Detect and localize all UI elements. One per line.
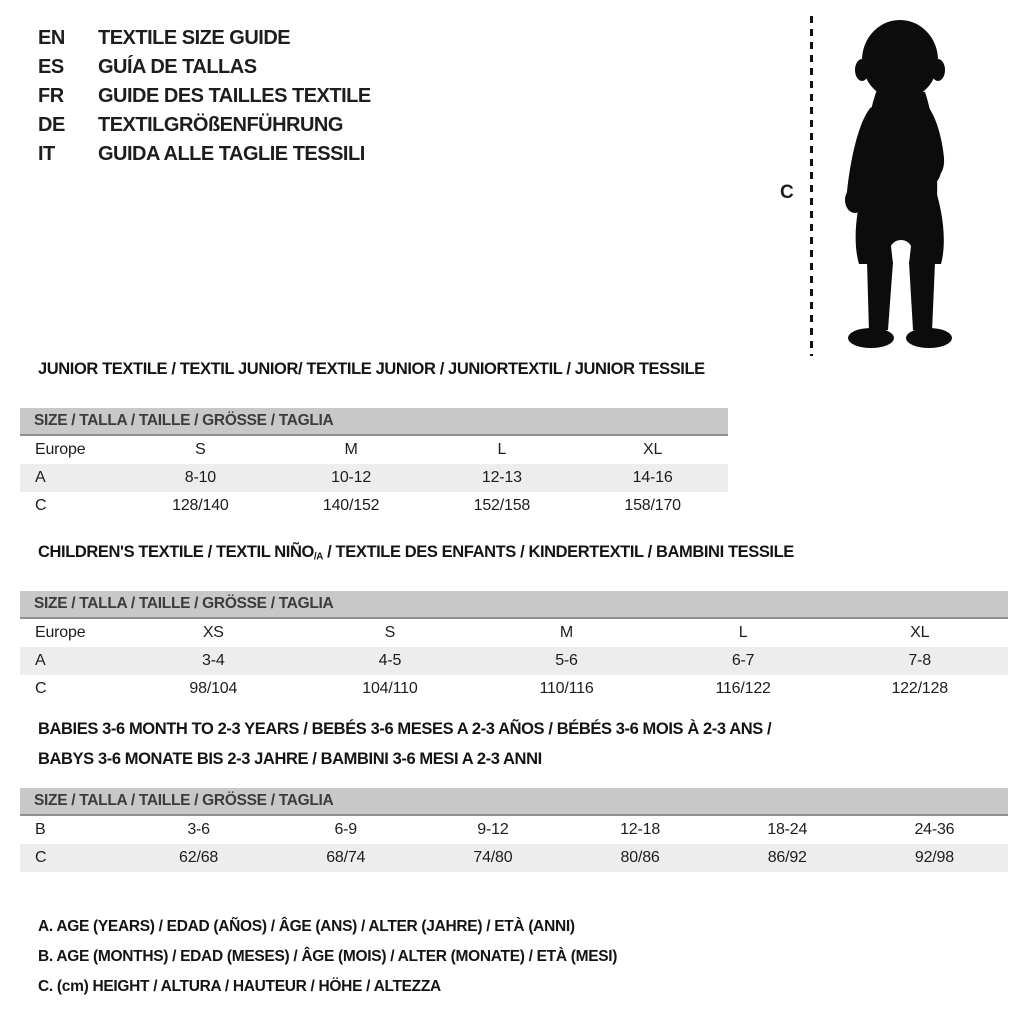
- children-region-row: [20, 619, 1008, 647]
- baby-silhouette-icon: [825, 12, 975, 362]
- junior-age-row: [20, 464, 728, 492]
- height-cell: 104/110: [362, 680, 418, 697]
- age-cell: 14-16: [632, 469, 673, 486]
- row-label-c: C: [35, 497, 47, 514]
- height-cell: 122/128: [891, 680, 948, 697]
- lang-code: ES: [38, 56, 64, 78]
- lang-code: FR: [38, 85, 64, 107]
- row-label-a: A: [35, 469, 46, 486]
- size-cell: S: [195, 441, 206, 458]
- children-size-table: [20, 591, 1008, 703]
- junior-size-bar: SIZE / TALLA / TAILLE / GRÖSSE / TAGLIA: [20, 408, 728, 436]
- height-cell: 110/116: [539, 680, 594, 697]
- junior-size-table: [20, 408, 728, 520]
- height-cell: 116/122: [715, 680, 771, 697]
- age-cell: 3-6: [187, 821, 210, 838]
- guide-title-de: TEXTILGRÖßENFÜHRUNG: [98, 114, 343, 136]
- size-cell: XS: [202, 624, 224, 641]
- height-cell: 140/152: [322, 497, 380, 514]
- height-cell: 98/104: [189, 680, 238, 697]
- children-age-row: [20, 647, 1008, 675]
- height-cell: 74/80: [473, 849, 513, 866]
- row-label-b: B: [35, 821, 46, 838]
- babies-age-row: [20, 816, 1008, 844]
- lang-row-en: [38, 24, 371, 53]
- height-cell: 92/98: [914, 849, 954, 866]
- age-cell: 3-4: [202, 652, 225, 669]
- age-cell: 6-7: [731, 652, 755, 669]
- height-cell: 68/74: [326, 849, 366, 866]
- age-cell: 24-36: [914, 821, 955, 838]
- age-cell: 12-18: [620, 821, 661, 838]
- guide-title-fr: GUIDE DES TAILLES TEXTILE: [98, 85, 371, 107]
- lang-row-de: [38, 111, 371, 140]
- height-cell: 80/86: [620, 849, 660, 866]
- size-cell: S: [384, 624, 396, 641]
- babies-size-bar: SIZE / TALLA / TAILLE / GRÖSSE / TAGLIA: [20, 788, 1008, 816]
- lang-code: IT: [38, 143, 55, 165]
- children-heading-sub: /A: [313, 551, 323, 563]
- size-cell: XL: [910, 624, 930, 641]
- children-heading-part1: CHILDREN'S TEXTILE / TEXTIL NIÑO: [38, 543, 314, 561]
- age-cell: 18-24: [767, 821, 808, 838]
- height-measure-c-label: C: [780, 182, 794, 203]
- baby-height-figure: [770, 10, 985, 366]
- region-label: Europe: [35, 624, 86, 641]
- junior-section-heading: JUNIOR TEXTILE / TEXTIL JUNIOR/ TEXTILE JUNIOR / JUNIORTEXTIL / JUNIOR TESSILE: [38, 360, 705, 378]
- row-label-a: A: [35, 652, 46, 669]
- row-label-c: C: [35, 680, 47, 697]
- babies-section-heading-line1: BABIES 3-6 MONTH TO 2-3 YEARS / BEBÉS 3-6 MESES A 2-3 AÑOS / BÉBÉS 3-6 MOIS À 2-3 ANS /: [38, 720, 772, 738]
- babies-height-row: [20, 844, 1008, 872]
- guide-title-it: GUIDA ALLE TAGLIE TESSILI: [98, 143, 365, 165]
- size-cell: L: [497, 441, 507, 458]
- lang-row-es: [38, 53, 371, 82]
- height-cell: 152/158: [473, 497, 531, 514]
- height-cell: 62/68: [179, 849, 219, 866]
- age-cell: 12-13: [481, 469, 522, 486]
- size-cell: XL: [643, 441, 663, 458]
- height-dashed-line: [810, 16, 813, 356]
- region-label: Europe: [35, 441, 86, 458]
- size-cell: M: [344, 441, 358, 458]
- legend-age-months: B. AGE (MONTHS) / EDAD (MESES) / ÂGE (MOIS) / ALTER (MONATE) / ETÀ (MESI): [38, 948, 618, 965]
- legend-age-years: A. AGE (YEARS) / EDAD (AÑOS) / ÂGE (ANS) / ALTER (JAHRE) / ETÀ (ANNI): [38, 918, 575, 935]
- row-label-c: C: [35, 849, 47, 866]
- children-size-bar: SIZE / TALLA / TAILLE / GRÖSSE / TAGLIA: [20, 591, 1008, 619]
- junior-region-row: [20, 436, 728, 464]
- size-cell: M: [559, 624, 574, 641]
- age-cell: 6-9: [334, 821, 357, 838]
- babies-size-table: [20, 788, 1008, 872]
- age-cell: 4-5: [378, 652, 402, 669]
- lang-row-it: [38, 140, 371, 169]
- language-title-list: [38, 24, 371, 169]
- legend-height-cm: C. (cm) HEIGHT / ALTURA / HAUTEUR / HÖHE / ALTEZZA: [38, 978, 441, 995]
- lang-row-fr: [38, 82, 371, 111]
- lang-code: EN: [38, 27, 65, 49]
- babies-section-heading-line2: BABYS 3-6 MONATE BIS 2-3 JAHRE / BAMBINI 3-6 MESI A 2-3 ANNI: [38, 750, 542, 768]
- age-cell: 7-8: [908, 652, 931, 669]
- age-cell: 8-10: [184, 469, 216, 486]
- age-cell: 9-12: [477, 821, 509, 838]
- children-section-heading: [38, 543, 794, 562]
- children-height-row: [20, 675, 1008, 703]
- age-cell: 5-6: [555, 652, 578, 669]
- height-cell: 158/170: [624, 497, 681, 514]
- height-cell: 128/140: [172, 497, 229, 514]
- junior-height-row: [20, 492, 728, 520]
- height-cell: 86/92: [767, 849, 807, 866]
- size-cell: L: [738, 624, 748, 641]
- guide-title-en: TEXTILE SIZE GUIDE: [98, 27, 291, 49]
- children-heading-part2: / TEXTILE DES ENFANTS / KINDERTEXTIL / BAMBINI TESSILE: [323, 543, 794, 561]
- guide-title-es: GUÍA DE TALLAS: [98, 56, 257, 78]
- measure-legend: [38, 912, 617, 1002]
- age-cell: 10-12: [331, 469, 372, 486]
- lang-code: DE: [38, 114, 65, 136]
